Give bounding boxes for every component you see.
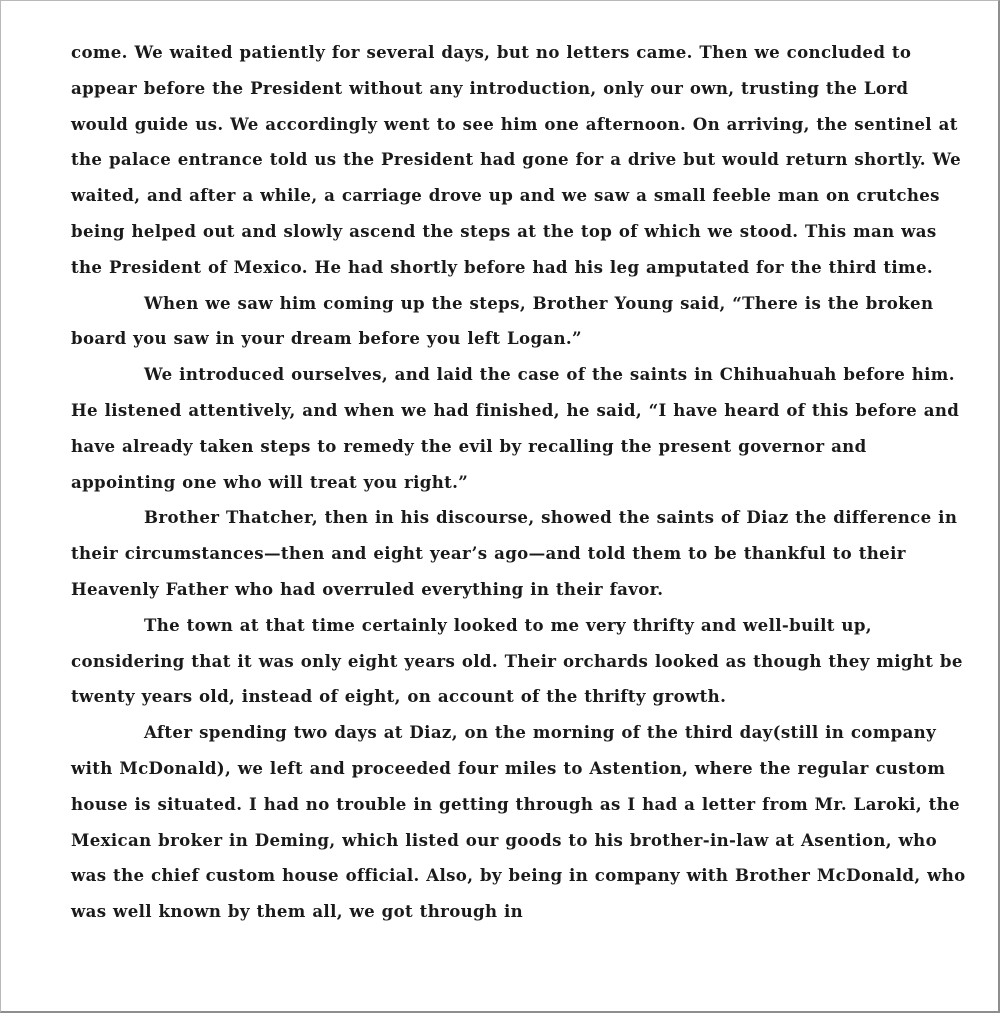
paragraph-4: Brother Thatcher, then in his discourse, showed the saints of Diaz the difference in their circumstances—then and eight year’s ago—and told them to be thankful to their Heavenly Father who had overruled everything in their favor. [71, 507, 958, 599]
paragraph-1: come. We waited patiently for several days, but no letters came. Then we concluded to appear before the President without any introduction, only our own, trusting the Lord would guide us. We accordingly went to see him one afternoon. On arriving, the sentinel at the palace entrance told us the President had gone for a drive but would return shortly. We waited, and after a while, a carriage drove up and we saw a small feeble man on crutches being helped out and slowly ascend the steps at the top of which we stood. This man was the President of Mexico. He had shortly before had his leg amputated for the third time. [71, 42, 962, 277]
paragraph-2: When we saw him coming up the steps, Brother Young said, “There is the broken board you saw in your dream before you left Logan.” [71, 292, 934, 349]
paragraph-3: We introduced ourselves, and laid the case of the saints in Chihuahuah before him. He listened attentively, and when we had finished, he said, “I have heard of this before and have already taken steps to remedy the evil by recalling the present governor and appointing one who will treat you right.” [71, 364, 960, 492]
paragraph-6: After spending two days at Diaz, on the morning of the third day(still in company with McDonald), we left and proceeded four miles to Astention, where the regular custom house is situated. I had no trouble in getting through as I had a letter from Mr. Laroki, the Mexican broker in Deming, which listed our goods to his brother-in-law at Asention, who was the chief custom house official. Also, by being in company with Brother McDonald, who was well known by them all, we got through in [71, 722, 966, 922]
document-body [71, 35, 971, 930]
paragraph-5: The town at that time certainly looked to me very thrifty and well-built up, considering that it was only eight years old. Their orchards looked as though they might be twenty years old, instead of eight, on account of the thrifty growth. [71, 614, 963, 707]
